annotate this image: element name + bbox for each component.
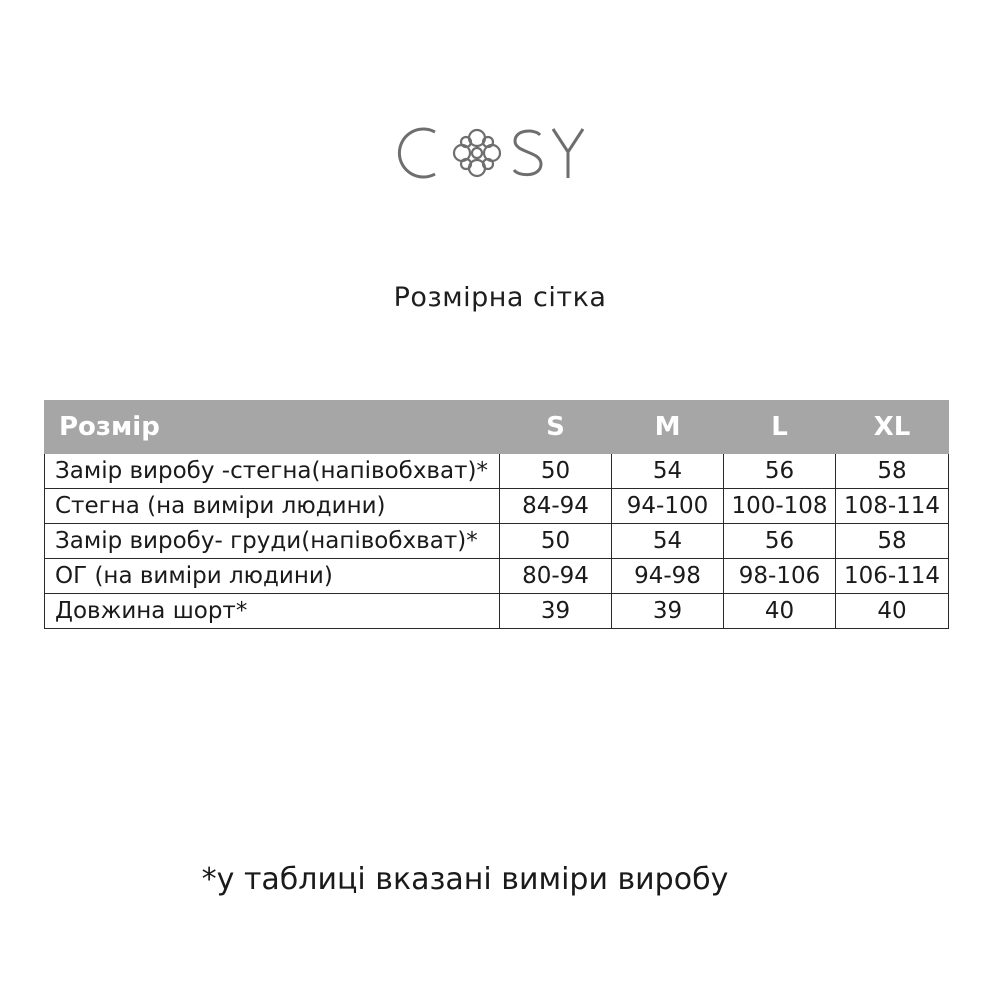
table-row xyxy=(45,594,949,629)
table-row xyxy=(45,524,949,559)
header-size-m: M xyxy=(612,401,724,454)
table-row xyxy=(45,559,949,594)
cosy-logo-icon xyxy=(395,118,605,188)
header-label-size: Розмір xyxy=(45,401,500,454)
size-chart-table xyxy=(44,400,949,629)
header-size-xl: XL xyxy=(836,401,949,454)
cell-value: 58 xyxy=(836,454,949,489)
cell-value: 40 xyxy=(836,594,949,629)
page-title: Розмірна сітка xyxy=(393,282,607,313)
cell-value: 39 xyxy=(612,594,724,629)
table-row xyxy=(45,454,949,489)
cell-value: 50 xyxy=(500,524,612,559)
header-size-l: L xyxy=(724,401,836,454)
header-size-s: S xyxy=(500,401,612,454)
cell-value: 94-98 xyxy=(612,559,724,594)
cell-value: 50 xyxy=(500,454,612,489)
cell-value: 108-114 xyxy=(836,489,949,524)
footnote: *у таблиці вказані виміри виробу xyxy=(201,862,729,897)
row-label: Замір виробу- груди(напівобхват)* xyxy=(45,524,500,559)
table-row xyxy=(45,489,949,524)
row-label: Стегна (на виміри людини) xyxy=(45,489,500,524)
row-label: Замір виробу -стегна(напівобхват)* xyxy=(45,454,500,489)
cell-value: 84-94 xyxy=(500,489,612,524)
cell-value: 94-100 xyxy=(612,489,724,524)
cell-value: 100-108 xyxy=(724,489,836,524)
cell-value: 40 xyxy=(724,594,836,629)
row-label: Довжина шорт* xyxy=(45,594,500,629)
flower-knot-icon xyxy=(454,130,500,176)
cell-value: 98-106 xyxy=(724,559,836,594)
cell-value: 80-94 xyxy=(500,559,612,594)
cell-value: 39 xyxy=(500,594,612,629)
table-header-row xyxy=(45,401,949,454)
cell-value: 56 xyxy=(724,454,836,489)
brand-logo xyxy=(0,118,1000,188)
cell-value: 56 xyxy=(724,524,836,559)
cell-value: 106-114 xyxy=(836,559,949,594)
cell-value: 54 xyxy=(612,524,724,559)
cell-value: 58 xyxy=(836,524,949,559)
row-label: ОГ (на виміри людини) xyxy=(45,559,500,594)
cell-value: 54 xyxy=(612,454,724,489)
